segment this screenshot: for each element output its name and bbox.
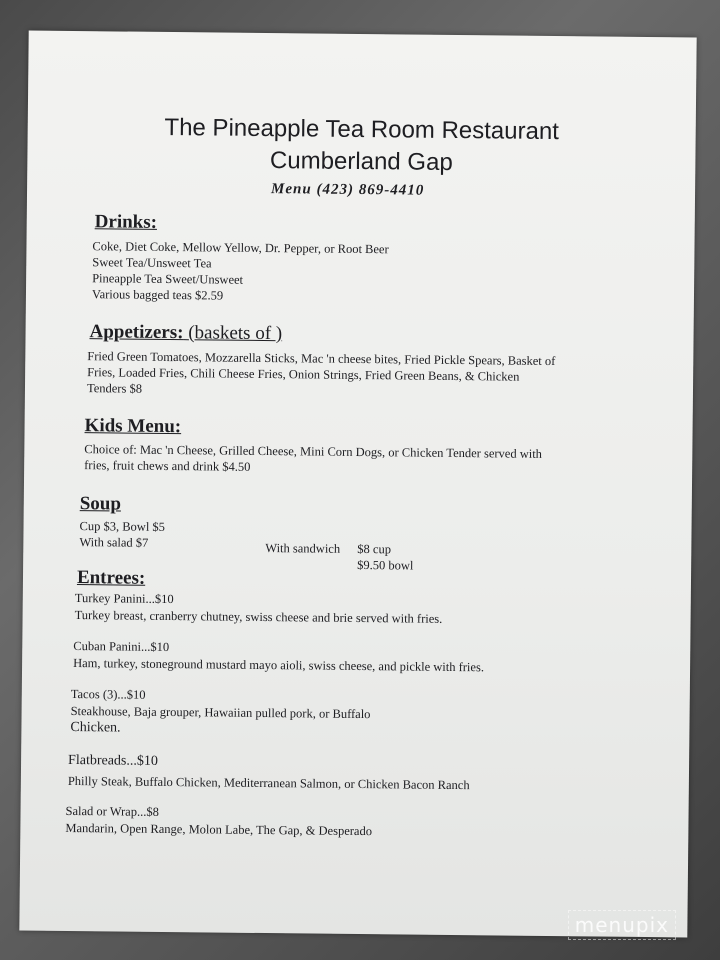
entree-description-continued: Chicken. xyxy=(70,720,121,736)
drinks-heading: Drinks: xyxy=(94,211,158,233)
soup-cup-bowl: Cup $3, Bowl $5 xyxy=(79,519,166,534)
drinks-line: Pineapple Tea Sweet/Unsweet xyxy=(92,271,244,287)
entree-description: Turkey breast, cranberry chutney, swiss cheese and brie served with fries. xyxy=(74,608,443,626)
appetizers-note: (baskets of ) xyxy=(188,322,283,345)
kids-menu-line: fries, fruit chews and drink $4.50 xyxy=(84,458,251,474)
entree-name: Flatbreads...$10 xyxy=(68,752,158,769)
soup-with-salad: With salad $7 xyxy=(79,535,149,550)
entree-name: Salad or Wrap...$8 xyxy=(65,803,159,819)
soup-sandwich-bowl: $9.50 bowl xyxy=(357,557,414,573)
entree-name: Tacos (3)...$10 xyxy=(70,687,146,702)
appetizers-title: Appetizers: xyxy=(89,321,184,344)
entree-description: Mandarin, Open Range, Molon Labe, The Gap, & Desperado xyxy=(65,820,373,839)
appetizers-line: Tenders $8 xyxy=(86,381,143,396)
soup-sandwich-cup: $8 cup xyxy=(357,541,392,557)
menupix-watermark: menupix xyxy=(568,910,676,940)
appetizers-line: Fried Green Tomatoes, Mozzarella Sticks, Mac 'n cheese bites, Fried Pickle Spears, Basket of xyxy=(87,349,556,369)
restaurant-title: The Pineapple Tea Room Restaurant xyxy=(164,113,560,146)
soup-heading: Soup xyxy=(79,493,122,515)
menu-phone: Menu (423) 869-4410 xyxy=(270,181,425,199)
drinks-line: Sweet Tea/Unsweet Tea xyxy=(92,255,212,271)
restaurant-location: Cumberland Gap xyxy=(269,147,453,176)
soup-with-sandwich: With sandwich xyxy=(265,541,341,556)
entree-description: Ham, turkey, stoneground mustard mayo aioli, swiss cheese, and pickle with fries. xyxy=(73,656,485,675)
entree-description: Steakhouse, Baja grouper, Hawaiian pulled pork, or Buffalo xyxy=(70,704,371,722)
entrees-heading: Entrees: xyxy=(76,567,146,589)
appetizers-line: Fries, Loaded Fries, Chili Cheese Fries, Onion Strings, Fried Green Beans, & Chicken xyxy=(87,365,520,384)
menu-sheet xyxy=(19,31,696,938)
entree-name: Turkey Panini...$10 xyxy=(74,591,174,607)
drinks-line: Coke, Diet Coke, Mellow Yellow, Dr. Pepper, or Root Beer xyxy=(92,239,389,257)
entree-description: Philly Steak, Buffalo Chicken, Mediterranean Salmon, or Chicken Bacon Ranch xyxy=(67,773,470,793)
drinks-line: Various bagged teas $2.59 xyxy=(91,287,224,303)
entree-name: Cuban Panini...$10 xyxy=(73,639,170,655)
kids-menu-line: Choice of: Mac 'n Cheese, Grilled Cheese, Mini Corn Dogs, or Chicken Tender served with xyxy=(84,442,543,461)
kids-menu-heading: Kids Menu: xyxy=(84,415,182,438)
appetizers-heading xyxy=(89,321,282,345)
